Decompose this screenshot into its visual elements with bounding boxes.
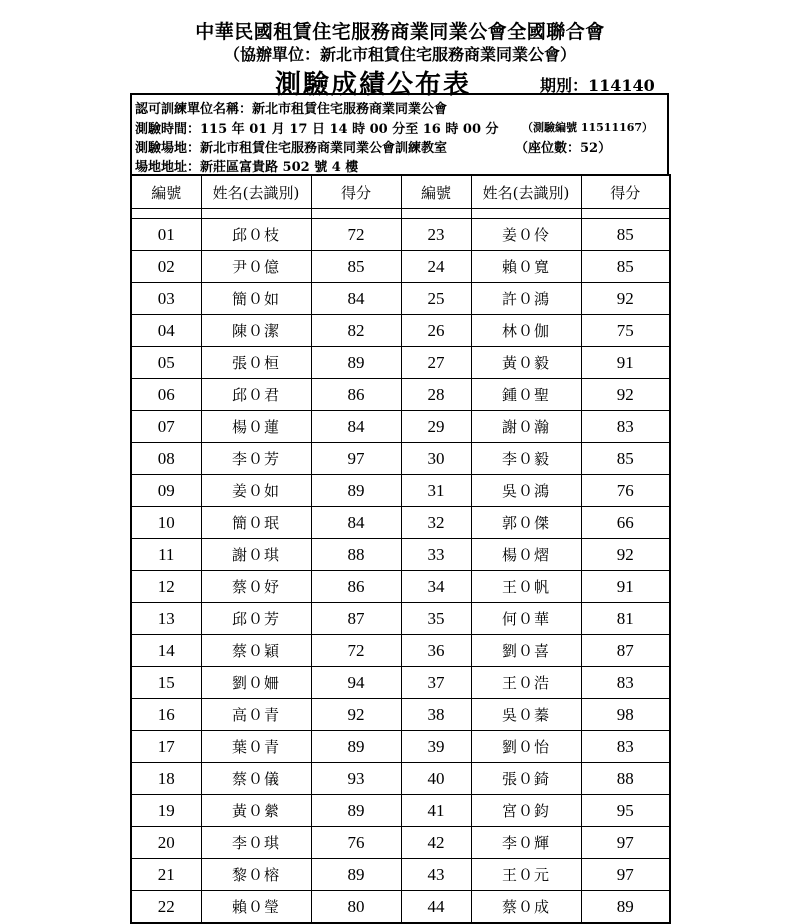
cell-score: 88 xyxy=(311,539,401,571)
table-row xyxy=(131,635,670,667)
cell-number: 11 xyxy=(131,539,201,571)
cell-name: 簡０珉 xyxy=(201,507,311,539)
table-row xyxy=(131,379,670,411)
cell-number: 22 xyxy=(131,891,201,924)
table-row xyxy=(131,795,670,827)
cell-name: 楊０蓮 xyxy=(201,411,311,443)
co-organizer: （協辦單位：新北市租賃住宅服務商業同業公會） xyxy=(223,45,576,64)
spacer-cell xyxy=(201,209,311,219)
header-name-right: 姓名(去識別) xyxy=(471,175,581,209)
exam-venue-line xyxy=(135,137,612,156)
cell-score: 89 xyxy=(581,891,670,924)
cell-name: 賴０瑩 xyxy=(201,891,311,924)
cell-score: 89 xyxy=(311,347,401,379)
cell-number: 12 xyxy=(131,571,201,603)
table-row xyxy=(131,475,670,507)
cell-name: 劉０姍 xyxy=(201,667,311,699)
exam-venue: 測驗場地：新北市租賃住宅服務商業同業公會訓練教室 xyxy=(135,141,448,156)
cell-name: 黃０毅 xyxy=(471,347,581,379)
cell-name: 李０毅 xyxy=(471,443,581,475)
venue-address: 場地地址：新莊區富貴路 502 號 4 樓 xyxy=(135,160,359,175)
seat-count: （座位數：52） xyxy=(515,141,612,156)
exam-info-box xyxy=(130,93,669,175)
cell-name: 賴０寬 xyxy=(471,251,581,283)
cell-score: 85 xyxy=(581,219,670,251)
cell-name: 楊０熠 xyxy=(471,539,581,571)
table-row xyxy=(131,859,670,891)
cell-name: 何０華 xyxy=(471,603,581,635)
cell-number: 43 xyxy=(401,859,471,891)
cell-number: 16 xyxy=(131,699,201,731)
header-score-left: 得分 xyxy=(311,175,401,209)
cell-score: 84 xyxy=(311,507,401,539)
cell-number: 39 xyxy=(401,731,471,763)
cell-number: 25 xyxy=(401,283,471,315)
header-spacer-row xyxy=(131,209,670,219)
cell-number: 14 xyxy=(131,635,201,667)
cell-name: 林０伽 xyxy=(471,315,581,347)
cell-score: 72 xyxy=(311,219,401,251)
table-row xyxy=(131,411,670,443)
table-row xyxy=(131,603,670,635)
table-row xyxy=(131,347,670,379)
cell-number: 08 xyxy=(131,443,201,475)
period-label: 期別：114140 xyxy=(540,76,655,95)
cell-score: 83 xyxy=(581,667,670,699)
table-row xyxy=(131,315,670,347)
cell-number: 40 xyxy=(401,763,471,795)
cell-number: 07 xyxy=(131,411,201,443)
table-row xyxy=(131,443,670,475)
table-row xyxy=(131,283,670,315)
cell-number: 17 xyxy=(131,731,201,763)
cell-number: 35 xyxy=(401,603,471,635)
cell-score: 88 xyxy=(581,763,670,795)
cell-score: 85 xyxy=(311,251,401,283)
cell-number: 03 xyxy=(131,283,201,315)
table-row xyxy=(131,571,670,603)
page-title: 測驗成績公布表 xyxy=(275,70,472,100)
table-row xyxy=(131,731,670,763)
cell-number: 28 xyxy=(401,379,471,411)
cell-name: 蔡０穎 xyxy=(201,635,311,667)
cell-name: 吳０蓁 xyxy=(471,699,581,731)
cell-number: 20 xyxy=(131,827,201,859)
cell-score: 66 xyxy=(581,507,670,539)
table-row xyxy=(131,827,670,859)
cell-score: 84 xyxy=(311,283,401,315)
header-number-right: 編號 xyxy=(401,175,471,209)
cell-score: 72 xyxy=(311,635,401,667)
header-score-right: 得分 xyxy=(581,175,670,209)
cell-name: 吳０鴻 xyxy=(471,475,581,507)
cell-number: 06 xyxy=(131,379,201,411)
table-row xyxy=(131,507,670,539)
cell-score: 84 xyxy=(311,411,401,443)
cell-score: 89 xyxy=(311,859,401,891)
cell-name: 邱０枝 xyxy=(201,219,311,251)
table-row xyxy=(131,539,670,571)
cell-number: 01 xyxy=(131,219,201,251)
cell-score: 98 xyxy=(581,699,670,731)
cell-name: 許０鴻 xyxy=(471,283,581,315)
cell-name: 王０元 xyxy=(471,859,581,891)
table-row xyxy=(131,251,670,283)
cell-score: 92 xyxy=(581,379,670,411)
cell-number: 33 xyxy=(401,539,471,571)
cell-number: 44 xyxy=(401,891,471,924)
cell-score: 94 xyxy=(311,667,401,699)
cell-number: 02 xyxy=(131,251,201,283)
cell-name: 郭０傑 xyxy=(471,507,581,539)
cell-name: 李０輝 xyxy=(471,827,581,859)
cell-score: 76 xyxy=(311,827,401,859)
cell-number: 42 xyxy=(401,827,471,859)
score-table-body xyxy=(131,209,670,924)
table-row xyxy=(131,667,670,699)
cell-name: 王０帆 xyxy=(471,571,581,603)
cell-name: 簡０如 xyxy=(201,283,311,315)
cell-score: 83 xyxy=(581,411,670,443)
cell-number: 04 xyxy=(131,315,201,347)
cell-number: 32 xyxy=(401,507,471,539)
score-table xyxy=(130,174,671,924)
cell-name: 王０浩 xyxy=(471,667,581,699)
cell-name: 尹０億 xyxy=(201,251,311,283)
cell-name: 高０青 xyxy=(201,699,311,731)
cell-name: 邱０芳 xyxy=(201,603,311,635)
cell-score: 85 xyxy=(581,443,670,475)
table-header-row xyxy=(131,175,670,209)
cell-name: 張０錡 xyxy=(471,763,581,795)
cell-name: 邱０君 xyxy=(201,379,311,411)
cell-score: 92 xyxy=(311,699,401,731)
cell-number: 26 xyxy=(401,315,471,347)
spacer-cell xyxy=(311,209,401,219)
table-row xyxy=(131,219,670,251)
cell-score: 91 xyxy=(581,347,670,379)
cell-name: 蔡０儀 xyxy=(201,763,311,795)
cell-name: 黎０榕 xyxy=(201,859,311,891)
cell-number: 10 xyxy=(131,507,201,539)
cell-score: 97 xyxy=(581,859,670,891)
cell-score: 83 xyxy=(581,731,670,763)
cell-score: 89 xyxy=(311,731,401,763)
cell-number: 29 xyxy=(401,411,471,443)
cell-number: 38 xyxy=(401,699,471,731)
cell-score: 82 xyxy=(311,315,401,347)
cell-name: 劉０怡 xyxy=(471,731,581,763)
cell-number: 15 xyxy=(131,667,201,699)
cell-score: 89 xyxy=(311,795,401,827)
spacer-cell xyxy=(131,209,201,219)
cell-score: 91 xyxy=(581,571,670,603)
cell-score: 89 xyxy=(311,475,401,507)
cell-name: 葉０青 xyxy=(201,731,311,763)
cell-score: 86 xyxy=(311,571,401,603)
cell-name: 李０芳 xyxy=(201,443,311,475)
cell-score: 93 xyxy=(311,763,401,795)
spacer-cell xyxy=(471,209,581,219)
cell-name: 姜０如 xyxy=(201,475,311,507)
spacer-cell xyxy=(581,209,670,219)
cell-score: 80 xyxy=(311,891,401,924)
cell-name: 謝０瀚 xyxy=(471,411,581,443)
cell-score: 85 xyxy=(581,251,670,283)
cell-number: 41 xyxy=(401,795,471,827)
cell-number: 34 xyxy=(401,571,471,603)
cell-number: 27 xyxy=(401,347,471,379)
header-name-left: 姓名(去識別) xyxy=(201,175,311,209)
cell-score: 87 xyxy=(581,635,670,667)
cell-name: 劉０喜 xyxy=(471,635,581,667)
cell-name: 宮０鈞 xyxy=(471,795,581,827)
exam-time: 測驗時間：115 年 01 月 17 日 14 時 00 分至 16 時 00 分 xyxy=(135,122,499,137)
cell-number: 09 xyxy=(131,475,201,507)
cell-score: 75 xyxy=(581,315,670,347)
table-row xyxy=(131,891,670,924)
cell-score: 81 xyxy=(581,603,670,635)
cell-number: 13 xyxy=(131,603,201,635)
cell-score: 92 xyxy=(581,283,670,315)
cell-number: 05 xyxy=(131,347,201,379)
cell-number: 19 xyxy=(131,795,201,827)
table-row xyxy=(131,699,670,731)
cell-name: 蔡０成 xyxy=(471,891,581,924)
cell-name: 姜０伶 xyxy=(471,219,581,251)
cell-number: 36 xyxy=(401,635,471,667)
cell-name: 陳０潔 xyxy=(201,315,311,347)
cell-name: 李０琪 xyxy=(201,827,311,859)
cell-number: 30 xyxy=(401,443,471,475)
cell-score: 87 xyxy=(311,603,401,635)
exam-time-line xyxy=(135,118,654,137)
cell-number: 23 xyxy=(401,219,471,251)
spacer-cell xyxy=(401,209,471,219)
cell-name: 鍾０聖 xyxy=(471,379,581,411)
cell-number: 24 xyxy=(401,251,471,283)
exam-number: （測驗編號 11511167） xyxy=(522,121,654,134)
cell-score: 76 xyxy=(581,475,670,507)
cell-number: 21 xyxy=(131,859,201,891)
cell-name: 謝０琪 xyxy=(201,539,311,571)
cell-name: 蔡０妤 xyxy=(201,571,311,603)
cell-score: 92 xyxy=(581,539,670,571)
cell-score: 97 xyxy=(581,827,670,859)
cell-score: 86 xyxy=(311,379,401,411)
table-row xyxy=(131,763,670,795)
header-number-left: 編號 xyxy=(131,175,201,209)
cell-name: 黃０縈 xyxy=(201,795,311,827)
cell-score: 95 xyxy=(581,795,670,827)
org-title: 中華民國租賃住宅服務商業同業公會全國聯合會 xyxy=(195,21,605,43)
training-unit: 認可訓練單位名稱：新北市租賃住宅服務商業同業公會 xyxy=(135,102,448,117)
cell-number: 37 xyxy=(401,667,471,699)
cell-score: 97 xyxy=(311,443,401,475)
cell-number: 31 xyxy=(401,475,471,507)
cell-number: 18 xyxy=(131,763,201,795)
cell-name: 張０桓 xyxy=(201,347,311,379)
